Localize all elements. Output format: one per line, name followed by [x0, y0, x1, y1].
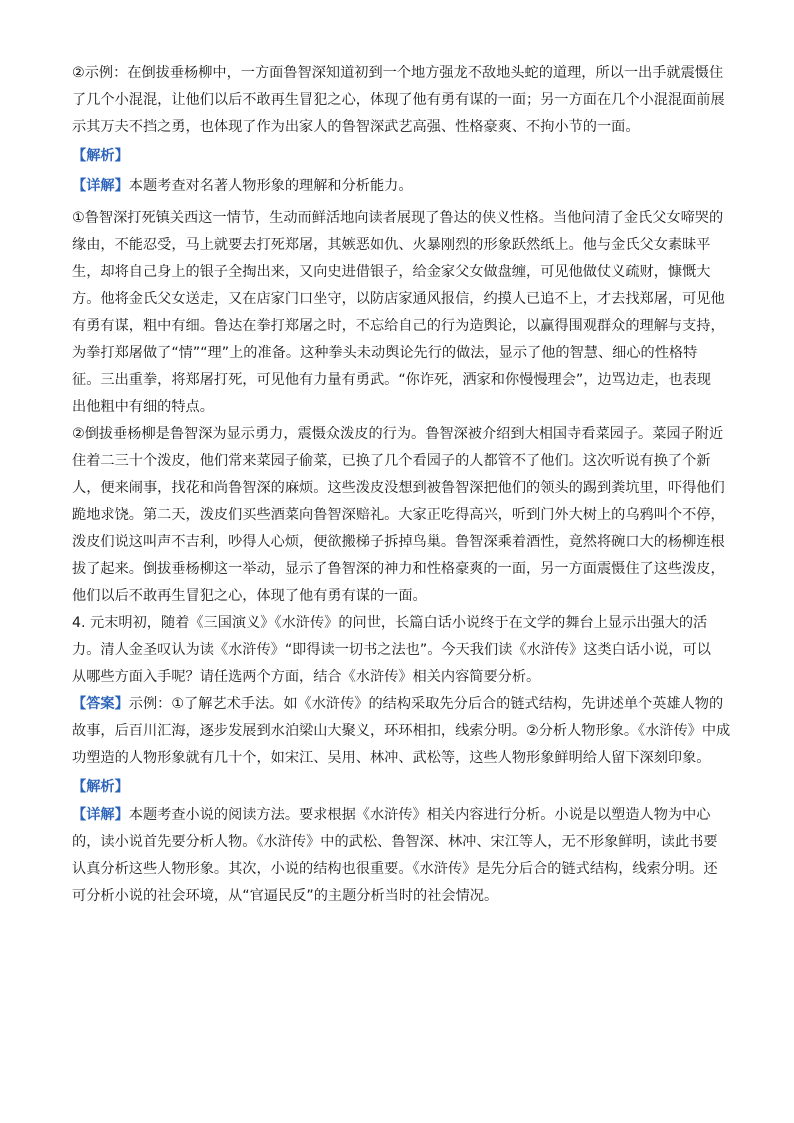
text-line: 故事，后百川汇海，逐步发展到水泊梁山大聚义，环环相扣，线索分明。②分析人物形象。《水浒传》中成	[72, 723, 731, 739]
willow-paragraph	[72, 421, 732, 610]
text-line: 人，便来闹事，找花和尚鲁智深的麻烦。这些泼皮没想到被鲁智深把他们的领头的踢到粪坑里，吓得他们	[72, 480, 725, 496]
text-line: 功塑造的人物形象就有几十个，如宋江、吴用、林冲、武松等，这些人物形象鲜明给人留下深刻印象。	[72, 750, 711, 766]
detail-block-2	[72, 802, 732, 910]
detail-tag: 【详解】	[72, 178, 129, 194]
text-line: 认真分析这些人物形象。其次，小说的结构也很重要。《水浒传》是先分后合的链式结构，线索分明。还	[72, 861, 718, 877]
text-line: 示例：①了解艺术手法。如《水浒传》的结构采取先分后合的链式结构，先讲述单个英雄人物的	[128, 696, 724, 712]
text-line: 方。他将金氏父女送走，又在店家门口坐守，以防店家通风报信，约摸人已追不上，才去找郑屠，可见他	[72, 291, 725, 307]
text-line: 了几个小混混，让他们以后不敢再生冒犯之心，体现了他有勇有谋的一面；另一方面在几个小混混面前展	[72, 92, 725, 108]
text-line: 征。三出重拳，将郑屠打死，可见他有力量有勇武。“你诈死，洒家和你慢慢理会”，边骂边走，也表现	[72, 372, 711, 388]
detail-line	[72, 171, 732, 201]
answer-block	[72, 691, 732, 772]
text-line: 泼皮们说这叫声不吉利，吵得人心烦，便欲搬梯子拆掉鸟巢。鲁智深乘着酒性，竟然将碗口大的杨柳连根	[72, 534, 725, 550]
text-line: 跪地求饶。第二天，泼皮们买些酒菜向鲁智深赔礼。大家正吃得高兴，听到门外大树上的乌鸦叫个不停，	[72, 507, 725, 523]
text-line: 为拳打郑屠做了“情”“理”上的准备。这种拳头未动舆论先行的做法，显示了他的智慧、细心的性格特	[72, 345, 698, 361]
analysis-heading	[72, 141, 732, 171]
text-line: 出他粗中有细的特点。	[72, 399, 214, 415]
text-line: 有勇有谋，粗中有细。鲁达在拳打郑屠之时，不忘给自己的行为造舆论，以赢得围观群众的理解与支持，	[72, 318, 725, 334]
text-line: 从哪些方面入手呢？请任选两个方面，结合《水浒传》相关内容简要分析。	[72, 669, 541, 685]
document-page	[72, 60, 732, 910]
answer-line	[72, 691, 732, 718]
analysis-tag: 【解析】	[72, 148, 129, 164]
text-line: 4. 元末明初，随着《三国演义》《水浒传》的问世，长篇白话小说终于在文学的舞台上显示出强大的活	[72, 615, 708, 631]
text-line: 可分析小说的社会环境，从“官逼民反”的主题分析当时的社会情况。	[72, 888, 499, 904]
analysis-heading-2	[72, 772, 732, 802]
text-line: 住着二三十个泼皮，他们常来菜园子偷菜，已换了几个看园子的人都管不了他们。这次听说有换了个新	[72, 453, 711, 469]
text-line: ①鲁智深打死镇关西这一情节，生动而鲜活地向读者展现了鲁达的侠义性格。当他问清了金氏父女啼哭的	[72, 210, 724, 226]
detail-intro: 本题考查对名著人物形象的理解和分析能力。	[128, 178, 413, 194]
lu-da-paragraph	[72, 205, 732, 421]
text-line: 本题考查小说的阅读方法。要求根据《水浒传》相关内容进行分析。小说是以塑造人物为中心	[128, 807, 711, 823]
detail-line	[72, 802, 732, 829]
text-line: 生，却将自己身上的银子全掏出来，又向史进借银子，给金家父女做盘缠，可见他做仗义疏财，慷慨大	[72, 264, 711, 280]
detail-tag: 【详解】	[72, 807, 129, 823]
text-line: 他们以后不敢再生冒犯之心，体现了他有勇有谋的一面。	[72, 588, 427, 604]
text-line: ②倒拔垂杨柳是鲁智深为显示勇力，震慑众泼皮的行为。鲁智深被介绍到大相国寺看菜园子。菜园子附近	[72, 426, 724, 442]
analysis-tag: 【解析】	[72, 779, 129, 795]
question-4	[72, 610, 732, 691]
text-line: 力。清人金圣叹认为读《水浒传》“即得读一切书之法也”。今天我们读《水浒传》这类白话小说，可以	[72, 642, 711, 658]
text-line: 的，读小说首先要分析人物。《水浒传》中的武松、鲁智深、林冲、宋江等人，无不形象鲜明，读此书要	[72, 834, 718, 850]
text-line: 示其万夫不挡之勇，也体现了作为出家人的鲁智深武艺高强、性格豪爽、不拘小节的一面。	[72, 119, 640, 135]
text-line: ②示例：在倒拔垂杨柳中，一方面鲁智深知道初到一个地方强龙不敌地头蛇的道理，所以一出手就震慑住	[72, 65, 724, 81]
answer-tag: 【答案】	[72, 696, 129, 712]
example-answer-paragraph	[72, 60, 732, 141]
text-line: 缘由，不能忍受，马上就要去打死郑屠，其嫉恶如仇、火暴刚烈的形象跃然纸上。他与金氏父女素昧平	[72, 237, 711, 253]
text-line: 拔了起来。倒拔垂杨柳这一举动，显示了鲁智深的神力和性格豪爽的一面，另一方面震慑住了这些泼皮，	[72, 561, 725, 577]
